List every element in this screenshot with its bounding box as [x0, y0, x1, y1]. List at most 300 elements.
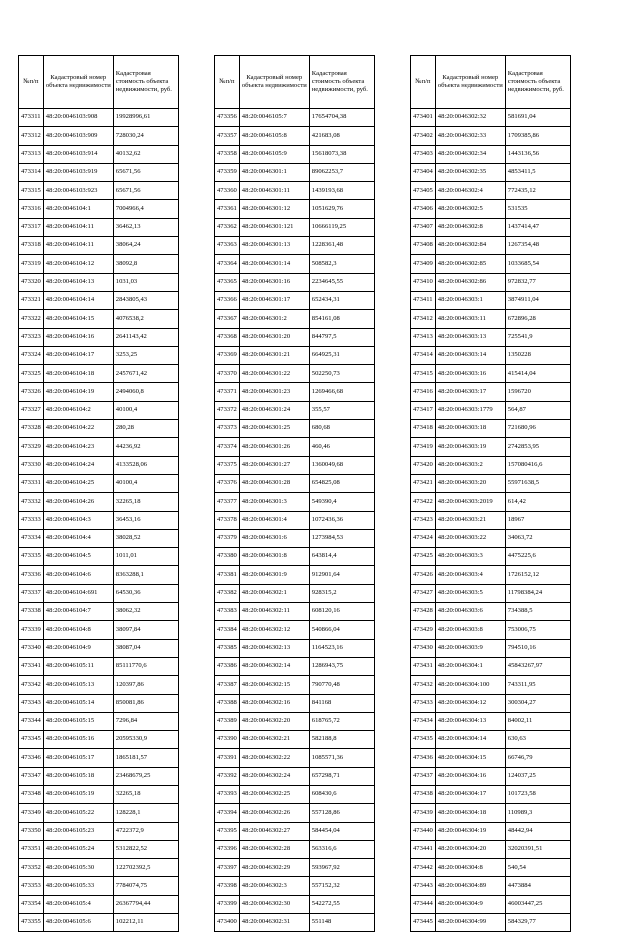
cadastral-number-cell: 48:20:0046302:33	[435, 127, 505, 145]
row-number-cell: 473342	[19, 676, 44, 694]
row-number-cell: 473420	[411, 456, 436, 474]
row-number-cell: 473353	[19, 877, 44, 895]
cadastral-value-cell: 421683,08	[309, 127, 374, 145]
cadastral-value-cell: 1726152,12	[505, 566, 570, 584]
cadastral-value-cell: 912901,64	[309, 566, 374, 584]
cadastral-number-cell: 48:20:0046303:8	[435, 621, 505, 639]
table-row	[215, 840, 375, 858]
table-row	[19, 438, 179, 456]
cadastral-number-cell: 48:20:0046302:26	[239, 804, 309, 822]
cadastral-value-cell: 608430,6	[309, 785, 374, 803]
row-number-cell: 473341	[19, 657, 44, 675]
row-number-cell: 473317	[19, 218, 44, 236]
table-row	[411, 621, 571, 639]
cadastral-value-cell: 460,46	[309, 438, 374, 456]
cadastral-value-cell: 850081,86	[113, 694, 178, 712]
cadastral-number-cell: 48:20:0046304:18	[435, 804, 505, 822]
cadastral-number-cell: 48:20:0046104:12	[43, 255, 113, 273]
row-number-cell: 473364	[215, 255, 240, 273]
cadastral-value-cell: 1072436,36	[309, 511, 374, 529]
row-number-cell: 473401	[411, 109, 436, 127]
cadastral-value-cell: 34063,72	[505, 529, 570, 547]
cadastral-number-cell: 48:20:0046304:13	[435, 712, 505, 730]
cadastral-value-cell: 772435,12	[505, 182, 570, 200]
cadastral-value-cell: 40100,4	[113, 474, 178, 492]
row-number-cell: 473436	[411, 749, 436, 767]
cadastral-value-cell: 657298,71	[309, 767, 374, 785]
table-row	[411, 731, 571, 749]
table-row	[19, 346, 179, 364]
table-row	[215, 328, 375, 346]
table-row	[19, 840, 179, 858]
cadastral-value-cell: 654825,08	[309, 474, 374, 492]
cadastral-value-cell: 542272,55	[309, 895, 374, 913]
table-row	[19, 145, 179, 163]
row-number-cell: 473374	[215, 438, 240, 456]
cadastral-number-cell: 48:20:0046302:5	[435, 200, 505, 218]
cadastral-number-cell: 48:20:0046104:691	[43, 584, 113, 602]
cadastral-number-cell: 48:20:0046304:15	[435, 749, 505, 767]
cadastral-number-cell: 48:20:0046301:9	[239, 566, 309, 584]
cadastral-value-cell: 84002,11	[505, 712, 570, 730]
row-number-cell: 473400	[215, 914, 240, 932]
cadastral-value-cell: 540,54	[505, 859, 570, 877]
cadastral-value-cell: 11798384,24	[505, 584, 570, 602]
header-cadastral-value: Кадастровая стоимость объекта недвижимости, руб.	[505, 56, 570, 109]
cadastral-number-cell: 48:20:0046105:18	[43, 767, 113, 785]
row-number-cell: 473442	[411, 859, 436, 877]
table-row	[411, 767, 571, 785]
table-row	[411, 255, 571, 273]
table-row	[215, 767, 375, 785]
table-row	[19, 237, 179, 255]
cadastral-value-cell: 584329,77	[505, 914, 570, 932]
row-number-cell: 473312	[19, 127, 44, 145]
cadastral-number-cell: 48:20:0046105:15	[43, 712, 113, 730]
table-row	[215, 584, 375, 602]
cadastral-number-cell: 48:20:0046303:13	[435, 328, 505, 346]
cadastral-value-cell: 65671,56	[113, 163, 178, 181]
cadastral-number-cell: 48:20:0046103:909	[43, 127, 113, 145]
table-body	[215, 109, 375, 932]
cadastral-value-cell: 44236,92	[113, 438, 178, 456]
header-cadastral-number: Кадастровый номер объекта недвижимости	[435, 56, 505, 109]
row-number-cell: 473399	[215, 895, 240, 913]
cadastral-number-cell: 48:20:0046104:5	[43, 548, 113, 566]
cadastral-value-cell: 124037,25	[505, 767, 570, 785]
cadastral-number-cell: 48:20:0046303:11	[435, 310, 505, 328]
header-cadastral-value: Кадастровая стоимость объекта недвижимости, руб.	[309, 56, 374, 109]
row-number-cell: 473439	[411, 804, 436, 822]
table-row	[19, 676, 179, 694]
cadastral-number-cell: 48:20:0046302:25	[239, 785, 309, 803]
table-row	[411, 182, 571, 200]
row-number-cell: 473384	[215, 621, 240, 639]
cadastral-value-cell: 1273984,53	[309, 529, 374, 547]
table-row	[215, 694, 375, 712]
cadastral-value-cell: 38062,32	[113, 603, 178, 621]
cadastral-value-cell: 66746,79	[505, 749, 570, 767]
cadastral-value-cell: 582188,8	[309, 731, 374, 749]
cadastral-value-cell: 584454,04	[309, 822, 374, 840]
cadastral-number-cell: 48:20:0046105:6	[43, 914, 113, 932]
cadastral-value-cell: 55971638,5	[505, 474, 570, 492]
table-row	[19, 273, 179, 291]
row-number-cell: 473419	[411, 438, 436, 456]
cadastral-number-cell: 48:20:0046303:1	[435, 291, 505, 309]
cadastral-number-cell: 48:20:0046302:14	[239, 657, 309, 675]
cadastral-value-cell: 46003447,25	[505, 895, 570, 913]
header-cadastral-number: Кадастровый номер объекта недвижимости	[43, 56, 113, 109]
table-row	[215, 182, 375, 200]
cadastral-value-cell: 680,68	[309, 420, 374, 438]
table-row	[215, 822, 375, 840]
cadastral-number-cell: 48:20:0046304:20	[435, 840, 505, 858]
row-number-cell: 473315	[19, 182, 44, 200]
cadastral-value-cell: 1267354,48	[505, 237, 570, 255]
cadastral-number-cell: 48:20:0046105:23	[43, 822, 113, 840]
row-number-cell: 473349	[19, 804, 44, 822]
table-row	[411, 127, 571, 145]
cadastral-number-cell: 48:20:0046304:9	[435, 895, 505, 913]
cadastral-value-cell: 2843805,43	[113, 291, 178, 309]
cadastral-value-cell: 65671,56	[113, 182, 178, 200]
cadastral-value-cell: 672896,28	[505, 310, 570, 328]
cadastral-number-cell: 48:20:0046302:86	[435, 273, 505, 291]
cadastral-value-cell: 4475225,6	[505, 548, 570, 566]
table-row	[215, 273, 375, 291]
cadastral-number-cell: 48:20:0046302:29	[239, 859, 309, 877]
cadastral-value-cell: 280,28	[113, 420, 178, 438]
row-number-cell: 473413	[411, 328, 436, 346]
cadastral-value-cell: 85111770,6	[113, 657, 178, 675]
table-row	[19, 383, 179, 401]
table-row	[411, 109, 571, 127]
table-row	[19, 603, 179, 621]
cadastral-number-cell: 48:20:0046302:30	[239, 895, 309, 913]
cadastral-number-cell: 48:20:0046304:8	[435, 859, 505, 877]
row-number-cell: 473332	[19, 493, 44, 511]
row-number-cell: 473360	[215, 182, 240, 200]
cadastral-number-cell: 48:20:0046304:89	[435, 877, 505, 895]
cadastral-value-cell: 1437414,47	[505, 218, 570, 236]
cadastral-number-cell: 48:20:0046303:1779	[435, 401, 505, 419]
table-row	[215, 420, 375, 438]
table-row	[19, 877, 179, 895]
table-header-row	[411, 56, 571, 109]
row-number-cell: 473402	[411, 127, 436, 145]
cadastral-number-cell: 48:20:0046105:17	[43, 749, 113, 767]
row-number-cell: 473392	[215, 767, 240, 785]
cadastral-value-cell: 1031,03	[113, 273, 178, 291]
cadastral-number-cell: 48:20:0046301:11	[239, 182, 309, 200]
row-number-cell: 473382	[215, 584, 240, 602]
cadastral-value-cell: 972832,77	[505, 273, 570, 291]
cadastral-number-cell: 48:20:0046301:22	[239, 365, 309, 383]
cadastral-value-cell: 557152,32	[309, 877, 374, 895]
row-number-cell: 473438	[411, 785, 436, 803]
cadastral-value-cell: 38028,52	[113, 529, 178, 547]
row-number-cell: 473377	[215, 493, 240, 511]
cadastral-value-cell: 557128,86	[309, 804, 374, 822]
header-num: №п/п	[411, 56, 436, 109]
cadastral-value-cell: 790770,48	[309, 676, 374, 694]
cadastral-number-cell: 48:20:0046302:85	[435, 255, 505, 273]
row-number-cell: 473407	[411, 218, 436, 236]
row-number-cell: 473356	[215, 109, 240, 127]
cadastral-value-cell: 415414,04	[505, 365, 570, 383]
row-number-cell: 473381	[215, 566, 240, 584]
cadastral-number-cell: 48:20:0046105:9	[239, 145, 309, 163]
row-number-cell: 473368	[215, 328, 240, 346]
row-number-cell: 473412	[411, 310, 436, 328]
table-row	[19, 767, 179, 785]
row-number-cell: 473347	[19, 767, 44, 785]
cadastral-number-cell: 48:20:0046302:3	[239, 877, 309, 895]
table-row	[411, 529, 571, 547]
table-row	[215, 877, 375, 895]
table-row	[215, 346, 375, 364]
cadastral-number-cell: 48:20:0046302:1	[239, 584, 309, 602]
cadastral-value-cell: 1596720	[505, 383, 570, 401]
cadastral-number-cell: 48:20:0046103:908	[43, 109, 113, 127]
row-number-cell: 473423	[411, 511, 436, 529]
table-row	[19, 859, 179, 877]
table-row	[19, 163, 179, 181]
table-row	[19, 584, 179, 602]
table-row	[215, 657, 375, 675]
table-row	[215, 365, 375, 383]
table-row	[215, 109, 375, 127]
cadastral-value-cell: 630,63	[505, 731, 570, 749]
cadastral-value-cell: 593967,92	[309, 859, 374, 877]
table-row	[215, 237, 375, 255]
cadastral-value-cell: 794510,16	[505, 639, 570, 657]
table-row	[215, 438, 375, 456]
table-row	[411, 493, 571, 511]
table-row	[19, 529, 179, 547]
cadastral-value-cell: 928315,2	[309, 584, 374, 602]
row-number-cell: 473362	[215, 218, 240, 236]
table-row	[411, 712, 571, 730]
cadastral-number-cell: 48:20:0046104:7	[43, 603, 113, 621]
cadastral-number-cell: 48:20:0046104:26	[43, 493, 113, 511]
table-header-row	[215, 56, 375, 109]
table-row	[19, 474, 179, 492]
row-number-cell: 473321	[19, 291, 44, 309]
row-number-cell: 473405	[411, 182, 436, 200]
row-number-cell: 473318	[19, 237, 44, 255]
table-row	[411, 603, 571, 621]
row-number-cell: 473323	[19, 328, 44, 346]
cadastral-value-cell: 89062253,7	[309, 163, 374, 181]
cadastral-number-cell: 48:20:0046105:22	[43, 804, 113, 822]
cadastral-value-cell: 564,87	[505, 401, 570, 419]
row-number-cell: 473394	[215, 804, 240, 822]
table-row	[19, 566, 179, 584]
cadastral-number-cell: 48:20:0046303:22	[435, 529, 505, 547]
cadastral-value-cell: 64530,36	[113, 584, 178, 602]
table-row	[411, 804, 571, 822]
row-number-cell: 473430	[411, 639, 436, 657]
cadastral-value-cell: 1443136,56	[505, 145, 570, 163]
cadastral-value-cell: 753006,75	[505, 621, 570, 639]
row-number-cell: 473410	[411, 273, 436, 291]
cadastral-number-cell: 48:20:0046104:13	[43, 273, 113, 291]
row-number-cell: 473330	[19, 456, 44, 474]
table-row	[215, 291, 375, 309]
cadastral-number-cell: 48:20:0046104:23	[43, 438, 113, 456]
row-number-cell: 473385	[215, 639, 240, 657]
cadastral-number-cell: 48:20:0046301:12	[239, 200, 309, 218]
header-num: №п/п	[19, 56, 44, 109]
cadastral-number-cell: 48:20:0046302:84	[435, 237, 505, 255]
cadastral-value-cell: 157080416,6	[505, 456, 570, 474]
cadastral-number-cell: 48:20:0046104:15	[43, 310, 113, 328]
cadastral-value-cell: 563316,6	[309, 840, 374, 858]
cadastral-value-cell: 1360049,68	[309, 456, 374, 474]
cadastral-value-cell: 725541,9	[505, 328, 570, 346]
cadastral-number-cell: 48:20:0046104:18	[43, 365, 113, 383]
cadastral-value-cell: 7296,84	[113, 712, 178, 730]
row-number-cell: 473378	[215, 511, 240, 529]
table-row	[19, 548, 179, 566]
row-number-cell: 473443	[411, 877, 436, 895]
table-row	[411, 584, 571, 602]
cadastral-number-cell: 48:20:0046303:14	[435, 346, 505, 364]
cadastral-number-cell: 48:20:0046302:24	[239, 767, 309, 785]
cadastral-value-cell: 841168	[309, 694, 374, 712]
cadastral-value-cell: 3253,25	[113, 346, 178, 364]
row-number-cell: 473354	[19, 895, 44, 913]
table-row	[411, 401, 571, 419]
table-row	[411, 474, 571, 492]
cadastral-value-cell: 15618073,38	[309, 145, 374, 163]
row-number-cell: 473343	[19, 694, 44, 712]
row-number-cell: 473361	[215, 200, 240, 218]
cadastral-number-cell: 48:20:0046301:25	[239, 420, 309, 438]
cadastral-number-cell: 48:20:0046103:923	[43, 182, 113, 200]
table-row	[411, 383, 571, 401]
cadastral-number-cell: 48:20:0046103:914	[43, 145, 113, 163]
cadastral-number-cell: 48:20:0046104:8	[43, 621, 113, 639]
table-row	[411, 639, 571, 657]
table-row	[411, 877, 571, 895]
row-number-cell: 473379	[215, 529, 240, 547]
table-row	[19, 731, 179, 749]
cadastral-value-cell: 45843267,97	[505, 657, 570, 675]
table-row	[411, 548, 571, 566]
cadastral-number-cell: 48:20:0046301:27	[239, 456, 309, 474]
cadastral-number-cell: 48:20:0046302:31	[239, 914, 309, 932]
table-row	[19, 694, 179, 712]
table-body	[19, 109, 179, 932]
table-row	[19, 712, 179, 730]
cadastral-number-cell: 48:20:0046301:8	[239, 548, 309, 566]
row-number-cell: 473370	[215, 365, 240, 383]
table-row	[411, 566, 571, 584]
row-number-cell: 473348	[19, 785, 44, 803]
row-number-cell: 473429	[411, 621, 436, 639]
cadastral-number-cell: 48:20:0046304:14	[435, 731, 505, 749]
row-number-cell: 473433	[411, 694, 436, 712]
table-row	[19, 749, 179, 767]
row-number-cell: 473397	[215, 859, 240, 877]
table-row	[19, 401, 179, 419]
table-row	[19, 310, 179, 328]
table-row	[411, 840, 571, 858]
cadastral-number-cell: 48:20:0046303:4	[435, 566, 505, 584]
row-number-cell: 473340	[19, 639, 44, 657]
table-row	[215, 914, 375, 932]
table-row	[411, 163, 571, 181]
cadastral-number-cell: 48:20:0046303:16	[435, 365, 505, 383]
table-row	[411, 657, 571, 675]
cadastral-value-cell: 551148	[309, 914, 374, 932]
row-number-cell: 473404	[411, 163, 436, 181]
row-number-cell: 473367	[215, 310, 240, 328]
cadastral-value-cell: 19928996,61	[113, 109, 178, 127]
cadastral-value-cell: 2234645,55	[309, 273, 374, 291]
row-number-cell: 473334	[19, 529, 44, 547]
row-number-cell: 473440	[411, 822, 436, 840]
cadastral-number-cell: 48:20:0046303:18	[435, 420, 505, 438]
row-number-cell: 473409	[411, 255, 436, 273]
cadastral-value-cell: 8363288,1	[113, 566, 178, 584]
table-row	[19, 291, 179, 309]
cadastral-value-cell: 7784074,75	[113, 877, 178, 895]
table-row	[411, 346, 571, 364]
cadastral-value-cell: 1164523,16	[309, 639, 374, 657]
cadastral-number-cell: 48:20:0046304:100	[435, 676, 505, 694]
cadastral-number-cell: 48:20:0046104:22	[43, 420, 113, 438]
row-number-cell: 473421	[411, 474, 436, 492]
cadastral-value-cell: 120397,86	[113, 676, 178, 694]
table-row	[215, 145, 375, 163]
cadastral-number-cell: 48:20:0046301:2	[239, 310, 309, 328]
table-row	[411, 420, 571, 438]
cadastral-number-cell: 48:20:0046303:19	[435, 438, 505, 456]
row-number-cell: 473396	[215, 840, 240, 858]
row-number-cell: 473319	[19, 255, 44, 273]
cadastral-value-cell: 2494060,8	[113, 383, 178, 401]
cadastral-number-cell: 48:20:0046104:19	[43, 383, 113, 401]
row-number-cell: 473316	[19, 200, 44, 218]
cadastral-number-cell: 48:20:0046303:6	[435, 603, 505, 621]
cadastral-value-cell: 1269466,68	[309, 383, 374, 401]
cadastral-number-cell: 48:20:0046303:21	[435, 511, 505, 529]
cadastral-number-cell: 48:20:0046304:17	[435, 785, 505, 803]
cadastral-number-cell: 48:20:0046301:26	[239, 438, 309, 456]
table-row	[215, 218, 375, 236]
cadastral-number-cell: 48:20:0046105:16	[43, 731, 113, 749]
cadastral-value-cell: 664925,31	[309, 346, 374, 364]
row-number-cell: 473372	[215, 401, 240, 419]
cadastral-value-cell: 10666119,25	[309, 218, 374, 236]
row-number-cell: 473435	[411, 731, 436, 749]
header-cadastral-value: Кадастровая стоимость объекта недвижимости, руб.	[113, 56, 178, 109]
cadastral-value-cell: 502250,73	[309, 365, 374, 383]
row-number-cell: 473369	[215, 346, 240, 364]
cadastral-number-cell: 48:20:0046103:919	[43, 163, 113, 181]
cadastral-number-cell: 48:20:0046301:3	[239, 493, 309, 511]
table-row	[19, 914, 179, 932]
table-row	[215, 310, 375, 328]
row-number-cell: 473406	[411, 200, 436, 218]
row-number-cell: 473311	[19, 109, 44, 127]
row-number-cell: 473417	[411, 401, 436, 419]
row-number-cell: 473352	[19, 859, 44, 877]
